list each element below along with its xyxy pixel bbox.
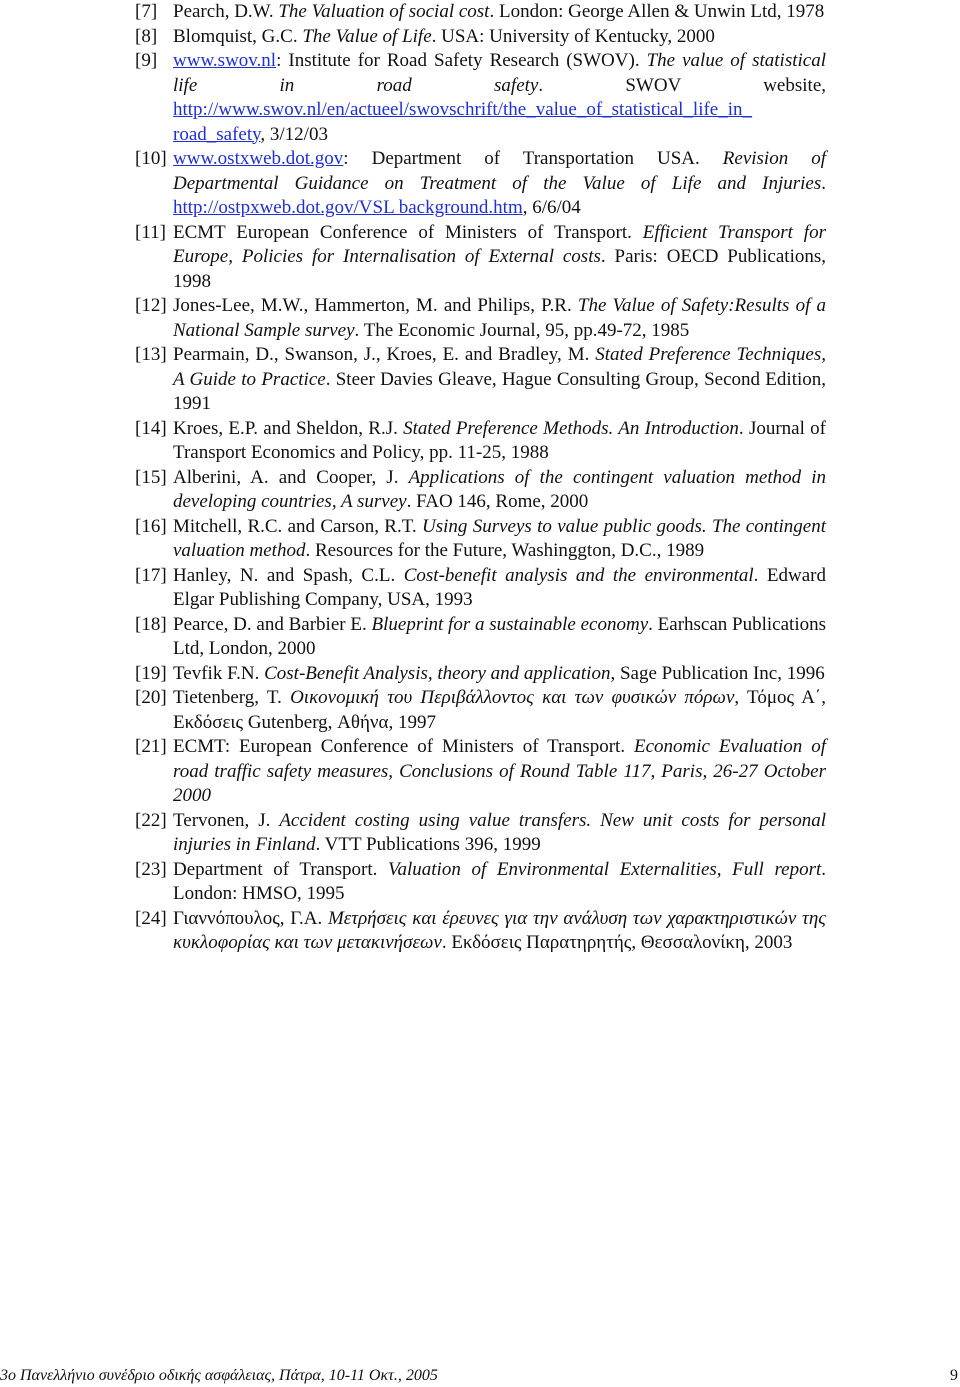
reference-segment: : Institute for Road Safety Research (SWOV).: [276, 50, 647, 71]
footer-conference: 3ο Πανελλήνιο συνέδριο οδικής ασφάλειας, Πάτρα, 10-11 Οκτ., 2005: [0, 1367, 438, 1384]
reference-title: Efficient Transport for Europe, Policies for Internalisation of External costs: [173, 221, 826, 267]
reference-number: [9]: [135, 50, 158, 71]
reference-title: The Value of Safety:Results of a National Sample survey: [173, 295, 826, 341]
reference-segment: Jones-Lee, M.W., Hammerton, M. and Philips, P.R.: [173, 295, 578, 316]
reference-text: [173, 809, 826, 858]
reference-segment: . Steer Davies Gleave, Hague Consulting Group, Second Edition, 1991: [173, 368, 827, 414]
reference-text: [173, 662, 826, 687]
reference-segment: . Earhscan Publications Ltd, London, 2000: [173, 613, 826, 659]
reference-link[interactable]: http://ostpxweb.dot.gov/VSL background.htm: [173, 197, 523, 218]
reference-text: [173, 25, 826, 50]
reference-item: [0, 466, 960, 515]
reference-item: [0, 221, 960, 295]
reference-text: [173, 735, 826, 809]
reference-text: [173, 515, 826, 564]
reference-item: [0, 417, 960, 466]
reference-item: [0, 907, 960, 956]
reference-segment: Pearce, D. and Barbier E.: [173, 613, 372, 635]
reference-item: [0, 613, 960, 662]
reference-title: Accident costing using value transfers. New unit costs for personal injuries in Finland: [173, 809, 826, 855]
reference-item: [0, 343, 960, 417]
reference-item: [0, 147, 960, 221]
reference-number: [12]: [135, 295, 167, 316]
reference-number: [21]: [135, 736, 167, 757]
reference-number: [17]: [135, 564, 167, 586]
reference-text: [173, 147, 826, 221]
reference-title: Οικονομική του Περιβάλλοντος και των φυσικών πόρων: [290, 687, 735, 708]
reference-segment: . VTT Publications 396, 1999: [315, 834, 541, 855]
reference-item: [0, 686, 960, 735]
reference-number: [14]: [135, 417, 167, 439]
reference-title: Stated Preference Techniques, A Guide to Practice: [173, 344, 827, 390]
reference-text: [173, 564, 826, 613]
reference-item: [0, 49, 960, 147]
reference-segment: . London: HMSO, 1995: [173, 858, 826, 904]
reference-number: [18]: [135, 613, 167, 635]
reference-segment: : Department of Transportation USA.: [343, 148, 723, 169]
reference-segment: . London: George Allen & Unwin Ltd, 1978: [489, 1, 825, 22]
reference-segment: . Edward Elgar Publishing Company, USA, 1993: [173, 564, 826, 610]
reference-text: [173, 466, 826, 515]
reference-segment: Pearch, D.W.: [173, 1, 279, 22]
reference-segment: , 3/12/03: [260, 123, 328, 145]
reference-segment: Tevfik F.N.: [173, 662, 265, 684]
reference-text: [173, 343, 826, 417]
reference-segment: Department of Transport.: [173, 858, 388, 880]
reference-link[interactable]: www.ostxweb.dot.gov: [173, 148, 344, 169]
reference-title: Economic Evaluation of road traffic safety measures, Conclusions of Round Table 117, Paris, 26-27 October 2000: [173, 736, 826, 806]
reference-number: [19]: [135, 662, 167, 684]
reference-number: [20]: [135, 687, 167, 708]
reference-text: [173, 613, 826, 662]
reference-title: Stated Preference Methods. An Introduction: [403, 417, 739, 439]
reference-item: [0, 735, 960, 809]
reference-segment: . SWOV website,: [538, 74, 827, 96]
reference-item: [0, 0, 960, 25]
reference-title: Cost-Benefit Analysis, theory and application: [264, 662, 611, 684]
reference-segment: . The Economic Journal, 95, pp.49-72, 1985: [354, 319, 690, 341]
reference-item: [0, 294, 960, 343]
reference-segment: , 6/6/04: [522, 197, 581, 218]
reference-title: The Value of Life: [302, 25, 432, 47]
reference-title: The value of statistical life in road safety: [173, 50, 826, 96]
reference-text: [173, 294, 826, 343]
reference-number: [8]: [135, 25, 158, 47]
page-number: 9: [950, 1367, 958, 1384]
reference-number: [24]: [135, 907, 167, 929]
reference-title: Μετρήσεις και έρευνες για την ανάλυση των χαρακτηριστικών της κυκλοφορίας και των μετακινήσεων: [173, 907, 826, 953]
reference-segment: . FAO 146, Rome, 2000: [406, 491, 589, 512]
reference-segment: . USA: University of Kentucky, 2000: [431, 25, 715, 47]
reference-link[interactable]: http://www.swov.nl/en/actueel/swovschrift/the_value_of_statistical_life_in_ road_safety: [173, 99, 753, 145]
reference-segment: Kroes, E.P. and Sheldon, R.J.: [173, 417, 404, 439]
reference-number: [23]: [135, 858, 167, 880]
reference-segment: ECMT: European Conference of Ministers of Transport.: [173, 736, 634, 757]
reference-title: Using Surveys to value public goods. The contingent valuation method: [173, 515, 826, 561]
reference-item: [0, 564, 960, 613]
reference-text: [173, 907, 826, 956]
reference-text: [173, 49, 826, 147]
reference-segment: Blomquist, G.C.: [173, 25, 303, 47]
reference-item: [0, 25, 960, 50]
reference-number: [7]: [135, 1, 158, 22]
reference-number: [16]: [135, 515, 167, 537]
reference-number: [13]: [135, 344, 167, 365]
reference-item: [0, 662, 960, 687]
reference-segment: Tietenberg, T.: [173, 687, 291, 708]
reference-text: [173, 0, 826, 25]
reference-number: [11]: [135, 221, 166, 243]
reference-segment: Hanley, N. and Spash, C.L.: [173, 564, 404, 586]
reference-item: [0, 809, 960, 858]
reference-number: [15]: [135, 466, 167, 488]
reference-segment: Alberini, A. and Cooper, J.: [173, 466, 409, 488]
reference-segment: Γιαννόπουλος, Γ.Α.: [173, 907, 328, 929]
reference-text: [173, 858, 826, 907]
reference-segment: .: [821, 172, 826, 194]
reference-segment: Tervonen, J.: [173, 809, 280, 831]
reference-segment: Mitchell, R.C. and Carson, R.T.: [173, 515, 422, 537]
reference-link[interactable]: www.swov.nl: [173, 50, 277, 71]
reference-item: [0, 515, 960, 564]
reference-title: Cost-benefit analysis and the environmental: [403, 564, 754, 586]
reference-segment: . Resources for the Future, Washinggton, D.C., 1989: [305, 540, 705, 561]
reference-segment: . Εκδόσεις Παρατηρητής, Θεσσαλονίκη, 2003: [441, 932, 793, 953]
reference-segment: . Journal of Transport Economics and Policy, pp. 11-25, 1988: [173, 417, 826, 463]
reference-title: Valuation of Environmental Externalities, Full report: [388, 858, 822, 880]
reference-title: Applications of the contingent valuation method in developing countries, A survey: [173, 466, 826, 512]
footer-rule: [0, 1359, 960, 1360]
reference-segment: , Τόμος Α΄, Εκδόσεις Gutenberg, Αθήνα, 1997: [173, 687, 826, 733]
reference-segment: ECMT European Conference of Ministers of Transport.: [173, 221, 643, 243]
reference-text: [173, 221, 826, 295]
reference-title: Blueprint for a sustainable economy: [371, 613, 649, 635]
reference-segment: Pearmain, D., Swanson, J., Kroes, E. and Bradley, M.: [173, 344, 596, 365]
reference-text: [173, 686, 826, 735]
reference-segment: . Paris: OECD Publications, 1998: [173, 246, 826, 292]
reference-text: [173, 417, 826, 466]
reference-number: [22]: [135, 809, 167, 831]
reference-segment: , Sage Publication Inc, 1996: [610, 662, 825, 684]
reference-item: [0, 858, 960, 907]
reference-number: [10]: [135, 148, 167, 169]
reference-title: Revision of Departmental Guidance on Treatment of the Value of Life and Injuries: [173, 148, 826, 194]
reference-title: The Valuation of social cost: [278, 1, 490, 22]
